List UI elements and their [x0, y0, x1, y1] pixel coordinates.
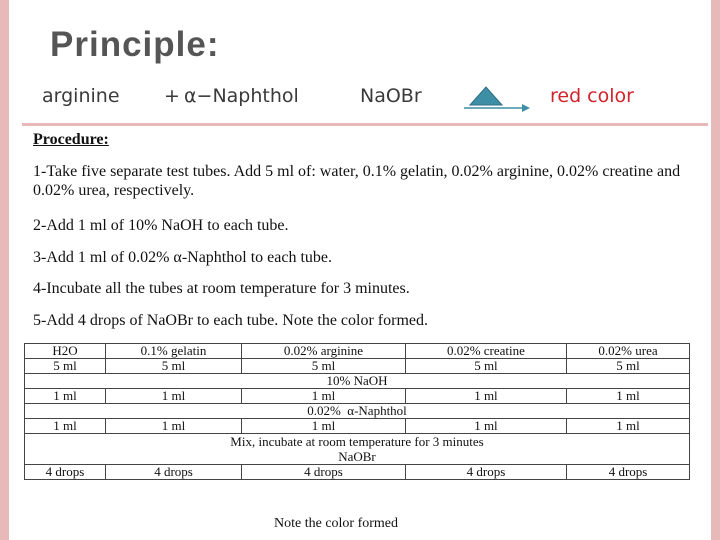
table-cell: 1 ml — [242, 389, 406, 404]
table-span-cell-multiline — [25, 434, 690, 465]
procedure-step-2: 2-Add 1 ml of 10% NaOH to each tube. — [33, 217, 289, 234]
table-header-row — [25, 344, 690, 359]
table-cell: 1 ml — [25, 389, 106, 404]
table-header-cell: 0.1% gelatin — [105, 344, 241, 359]
reactant-naphthol: α−Naphthol — [184, 85, 299, 107]
table-header-cell: H2O — [25, 344, 106, 359]
table-cell: 5 ml — [105, 359, 241, 374]
reagent-table — [24, 343, 690, 480]
table-header-cell: 0.02% urea — [567, 344, 690, 359]
table-cell: 4 drops — [105, 465, 241, 480]
table-span-cell: 0.02% α-Naphthol — [25, 404, 690, 419]
plus-operator: + — [164, 85, 180, 107]
procedure-step-1: 1-Take five separate test tubes. Add 5 ml of: water, 0.1% gelatin, 0.02% arginine, 0.02% creatine and 0.02% urea, respectively. — [33, 163, 681, 199]
table-cell: 4 drops — [405, 465, 566, 480]
incubate-label: Mix, incubate at room temperature for 3 minutes — [230, 434, 484, 449]
footer-note: Note the color formed — [274, 516, 399, 531]
table-cell: 1 ml — [405, 419, 566, 434]
naobr-label: NaOBr — [338, 449, 376, 464]
table-cell: 1 ml — [405, 389, 566, 404]
reaction-arrow-icon — [454, 83, 532, 113]
table-cell: 4 drops — [25, 465, 106, 480]
table-cell: 5 ml — [242, 359, 406, 374]
table-row — [25, 465, 690, 480]
table-header-cell: 0.02% arginine — [242, 344, 406, 359]
page-title: Principle: — [50, 25, 220, 64]
product-red-color: red color — [550, 85, 634, 107]
table-cell: 1 ml — [242, 419, 406, 434]
table-cell: 1 ml — [25, 419, 106, 434]
reactant-arginine: arginine — [42, 85, 120, 107]
table-cell: 1 ml — [105, 419, 241, 434]
reaction-equation — [42, 83, 692, 113]
table-row — [25, 419, 690, 434]
table-row — [25, 374, 690, 389]
reagent-naobr: NaOBr — [360, 85, 422, 107]
procedure-step-4: 4-Incubate all the tubes at room temperature for 3 minutes. — [33, 280, 410, 297]
table-cell: 5 ml — [405, 359, 566, 374]
table-cell: 5 ml — [25, 359, 106, 374]
table-row — [25, 434, 690, 465]
table-cell: 4 drops — [567, 465, 690, 480]
table-cell: 1 ml — [105, 389, 241, 404]
procedure-heading: Procedure: — [33, 131, 109, 148]
table-cell: 1 ml — [567, 389, 690, 404]
table-span-cell: 10% NaOH — [25, 374, 690, 389]
procedure-step-5: 5-Add 4 drops of NaOBr to each tube. Note the color formed. — [33, 312, 428, 329]
table-row — [25, 359, 690, 374]
table-row — [25, 404, 690, 419]
table-row — [25, 389, 690, 404]
procedure-step-3: 3-Add 1 ml of 0.02% α-Naphthol to each tube. — [33, 249, 332, 266]
table-cell: 1 ml — [567, 419, 690, 434]
table-cell: 5 ml — [567, 359, 690, 374]
table-cell: 4 drops — [242, 465, 406, 480]
table-header-cell: 0.02% creatine — [405, 344, 566, 359]
principle-panel — [22, 19, 708, 126]
